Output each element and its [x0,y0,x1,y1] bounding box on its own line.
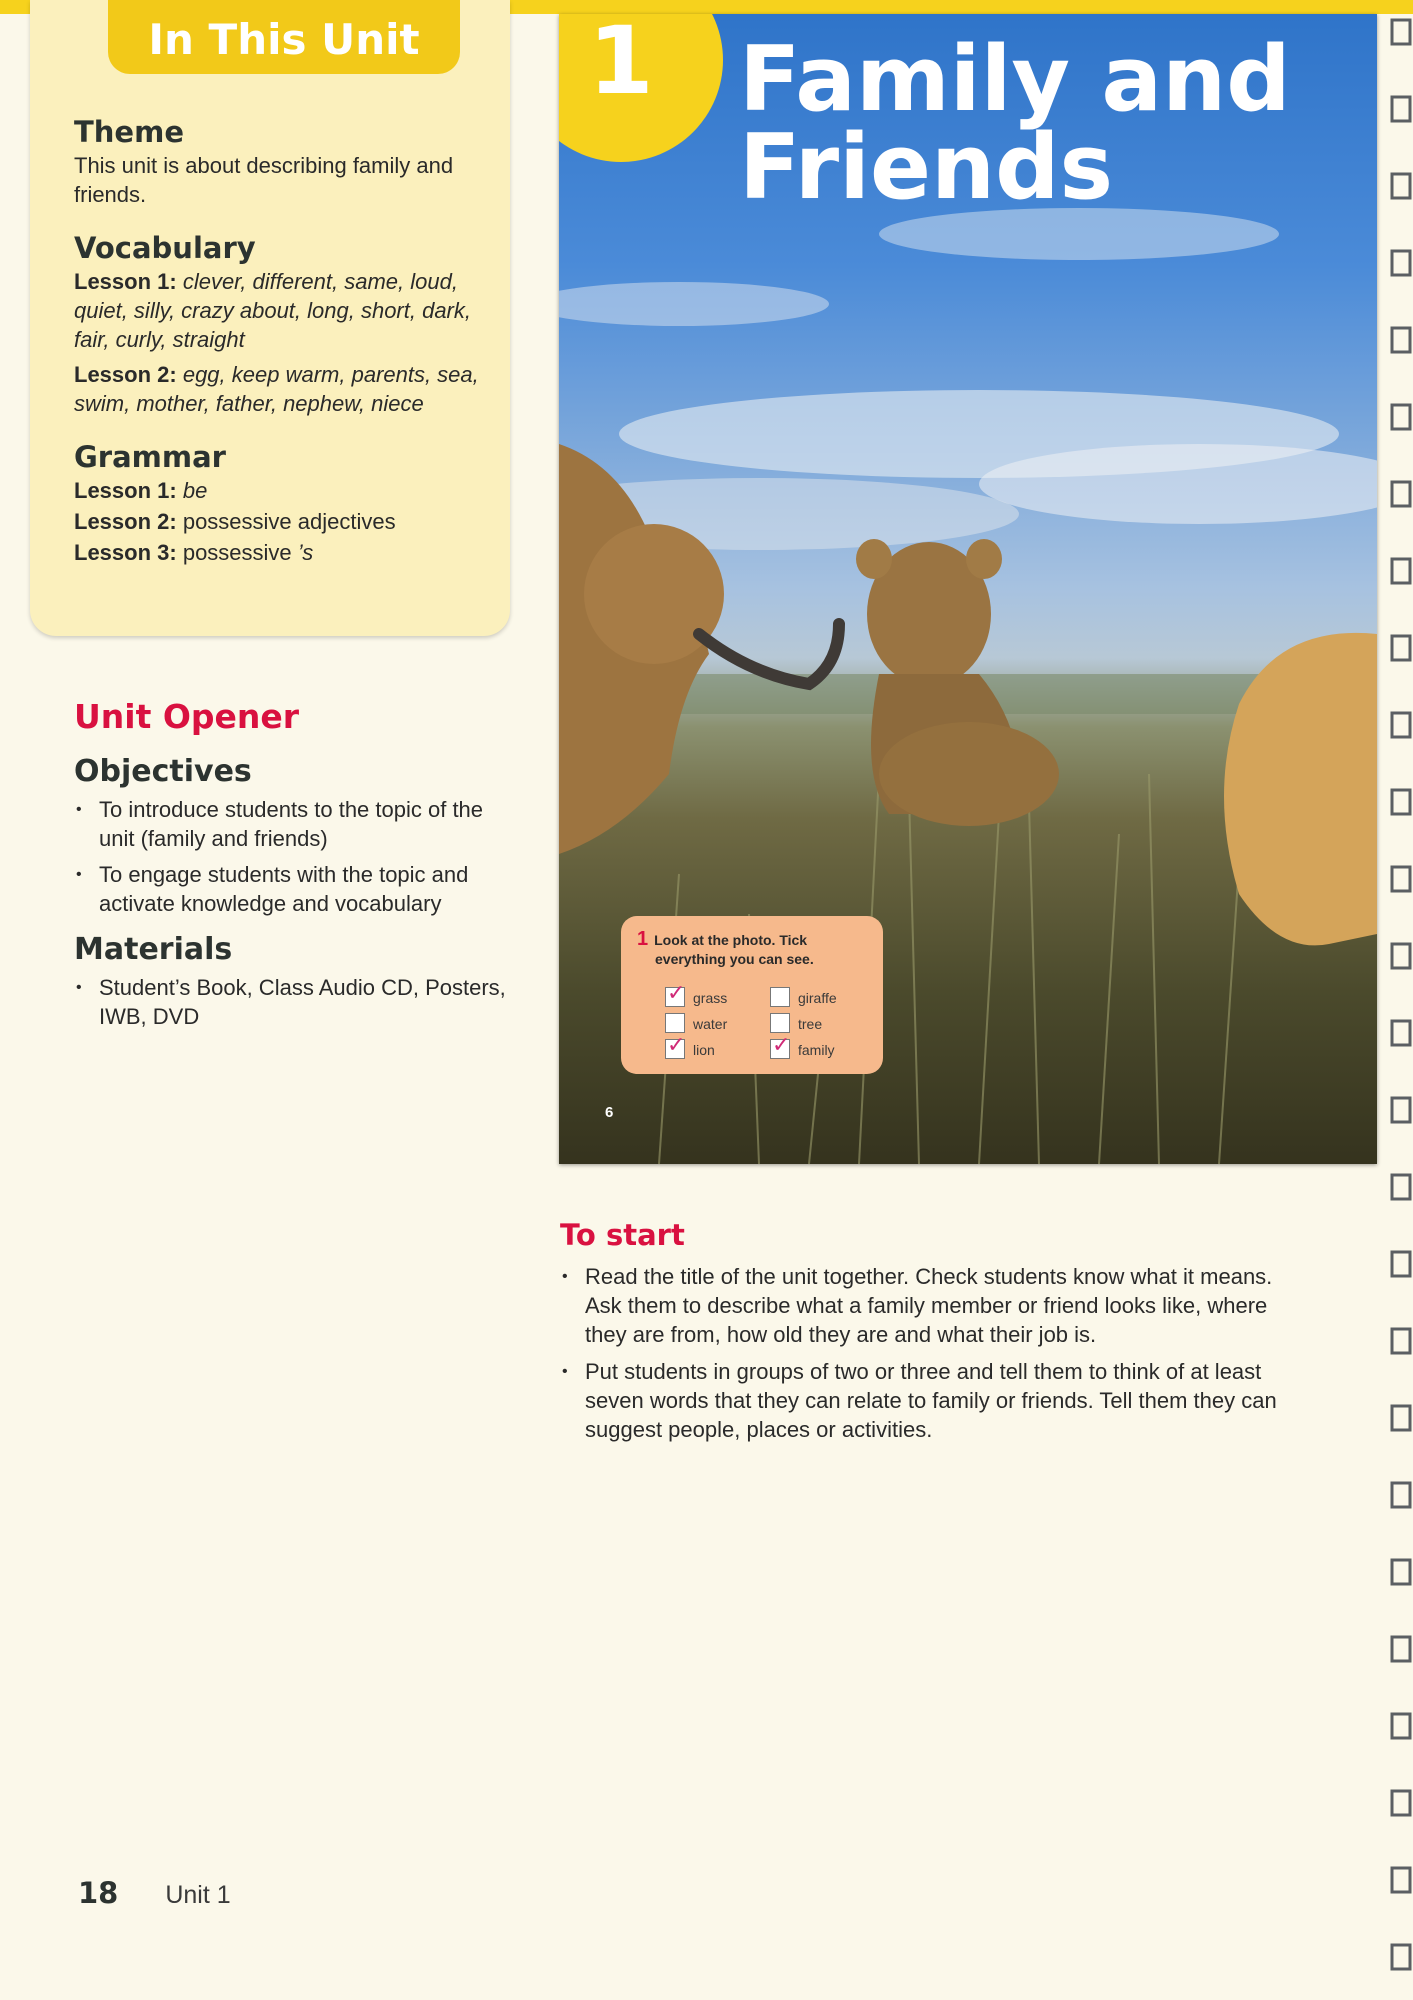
unit-title-line1: Family and [739,27,1291,132]
checkbox[interactable] [770,987,790,1007]
activity-instruction-line2: everything you can see. [655,951,814,967]
binding-ring [1392,1021,1410,1045]
list-item: • Read the title of the unit together. Check students know what it means. Ask them to describe what a family member or friend looks like, where they are from, how old they are and what their job is. [560,1262,1310,1349]
list-item: • Put students in groups of two or three and tell them to think of at least seven words that they can relate to family or friends. Tell them they can suggest people, places or activities. [560,1357,1310,1444]
binding-ring [1392,1637,1410,1661]
option-label: giraffe [798,990,837,1006]
binding-ring [1392,174,1410,198]
unit-photo [559,14,1377,1164]
grammar-lesson1-label: Lesson 1: [74,478,177,503]
student-book-page-number: 6 [605,1104,614,1121]
vocabulary-lesson2 [74,360,494,418]
in-this-unit-content [74,115,494,567]
vocabulary-lesson1-label: Lesson 1: [74,269,177,294]
activity-number: 1 [637,928,649,950]
page-number: 18 [78,1876,119,1910]
list-item: • To engage students with the topic and activate knowledge and vocabulary [74,860,514,918]
tick-icon: ✓ [667,1032,686,1057]
binding-ring [1392,636,1410,660]
binding-ring [1392,1791,1410,1815]
grammar-lesson1-text: be [182,478,208,503]
binding-ring [1392,1175,1410,1199]
option-label: water [693,1016,728,1032]
to-start-section [560,1218,1310,1452]
binding-ring [1392,944,1410,968]
checkbox[interactable] [665,1013,685,1033]
page-footer [78,1876,231,1910]
option-label: lion [693,1042,715,1058]
grammar-lesson2-label: Lesson 2: [74,509,177,534]
tick-icon: ✓ [667,980,686,1005]
vocabulary-heading: Vocabulary [74,231,256,265]
binding-ring [1392,251,1410,275]
binding-ring [1392,97,1410,121]
materials-heading: Materials [74,932,233,967]
activity-instruction [637,930,867,969]
option-label: grass [693,990,728,1006]
binding-ring [1392,1868,1410,1892]
activity-instruction-line1: Look at the photo. Tick [654,932,808,948]
binding-ring [1392,405,1410,429]
binding-ring [1392,1406,1410,1430]
tick-icon: ✓ [772,1032,791,1057]
option-label: tree [798,1016,823,1032]
binding-ring [1392,1560,1410,1584]
option-label: family [798,1042,835,1058]
grammar-lesson2-text: possessive adjectives [182,509,396,534]
binding-ring [1392,1098,1410,1122]
unit-label: Unit 1 [165,1881,231,1909]
vocabulary-lesson1 [74,267,494,354]
binding-ring [1392,1252,1410,1276]
to-start-list [560,1262,1310,1444]
checkbox[interactable] [665,1032,686,1059]
objectives-list [74,795,514,918]
tick-activity-box [621,916,883,1074]
binding-ring [1392,1714,1410,1738]
grammar-lesson3-italic: ’s [297,540,314,565]
binding-ring [1392,559,1410,583]
list-item: • Student’s Book, Class Audio CD, Posters, IWB, DVD [74,973,514,1031]
grammar-heading: Grammar [74,440,226,474]
binding-ring [1392,1483,1410,1507]
materials-list [74,973,514,1031]
unit-opener-heading: Unit Opener [74,697,300,736]
in-this-unit-panel [30,0,510,636]
grammar-lesson3-text: possessive [182,540,298,565]
binding-ring [1392,1945,1410,1969]
unit-number-circle: 1 [559,14,723,162]
vocabulary-lesson2-label: Lesson 2: [74,362,177,387]
binding-ring [1392,867,1410,891]
binding-ring [1392,20,1410,44]
binding-ring [1392,790,1410,814]
theme-heading: Theme [74,115,184,149]
objectives-heading: Objectives [74,754,252,789]
grammar-lesson1 [74,476,494,505]
list-item: • To introduce students to the topic of the unit (family and friends) [74,795,514,853]
in-this-unit-tab: In This Unit [108,0,460,74]
theme-text: This unit is about describing family and friends. [74,153,454,207]
to-start-heading: To start [560,1218,685,1252]
binding-ring [1392,1329,1410,1353]
vocabulary-lesson2-words: egg, keep warm, parents, sea, swim, mother, father, nephew, niece [74,362,479,416]
unit-title [739,27,1359,220]
vocabulary-lesson1-words: clever, different, same, loud, quiet, silly, crazy about, long, short, dark, fair, curly, straight [74,269,471,352]
grammar-lesson3 [74,538,494,567]
binding-ring [1392,328,1410,352]
grammar-lesson2 [74,507,494,536]
unit-title-line2: Friends [739,115,1114,220]
unit-opener-section [74,697,514,1038]
binding-ring [1392,713,1410,737]
spiral-binding-icon [1386,0,1413,2000]
checkbox[interactable] [665,980,686,1007]
grammar-lesson3-label: Lesson 3: [74,540,177,565]
checkbox[interactable] [770,1032,791,1059]
binding-ring [1392,482,1410,506]
checkbox[interactable] [770,1013,790,1033]
